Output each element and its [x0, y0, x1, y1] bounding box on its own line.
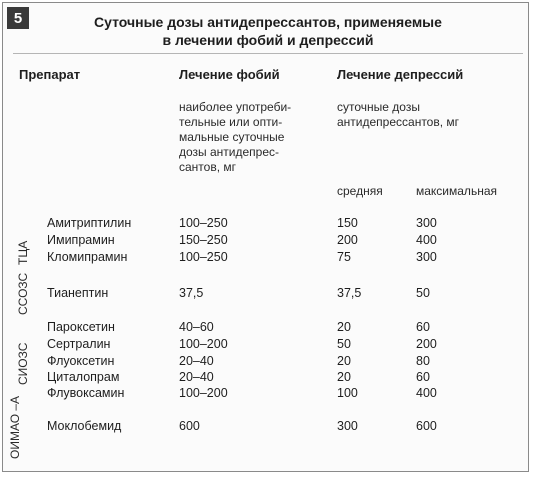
group-label-siozs: СИОЗС [16, 342, 30, 385]
desc-line: сантов, мг [179, 160, 237, 174]
drug-name: Флуоксетин [47, 354, 115, 368]
average-dose: 20 [337, 354, 351, 368]
drug-name: Кломипрамин [47, 250, 128, 264]
maximum-dose: 400 [416, 233, 437, 247]
column-header-drug: Препарат [19, 67, 81, 82]
drug-name: Тианептин [47, 286, 109, 300]
drug-name: Сертралин [47, 337, 111, 351]
subheader-maximum: максимальная [416, 184, 497, 198]
average-dose: 200 [337, 233, 358, 247]
phobia-dose: 100–250 [179, 250, 228, 264]
phobia-dose: 40–60 [179, 320, 214, 334]
desc-line: мальные суточные [179, 130, 285, 144]
maximum-dose: 200 [416, 337, 437, 351]
average-dose: 100 [337, 386, 358, 400]
column-header-depression: Лечение депрессий [337, 67, 464, 82]
table-number-badge: 5 [7, 7, 29, 29]
title-line-2: в лечении фобий и депрессий [162, 32, 374, 48]
phobia-dose: 150–250 [179, 233, 228, 247]
desc-line: тельные или опти- [179, 115, 283, 129]
title-line-1: Суточные дозы антидепрессантов, применяемые [94, 14, 442, 30]
average-dose: 20 [337, 370, 351, 384]
subheader-average: средняя [337, 184, 383, 198]
maximum-dose: 300 [416, 216, 437, 230]
phobia-dose: 20–40 [179, 354, 214, 368]
phobia-dose: 100–200 [179, 386, 228, 400]
maximum-dose: 300 [416, 250, 437, 264]
drug-name: Пароксетин [47, 320, 115, 334]
maximum-dose: 60 [416, 370, 430, 384]
drug-name: Циталопрам [47, 370, 120, 384]
maximum-dose: 80 [416, 354, 430, 368]
group-label-tca: ТЦА [16, 240, 30, 265]
table-title [63, 13, 473, 49]
phobia-dose: 37,5 [179, 286, 204, 300]
maximum-dose: 60 [416, 320, 430, 334]
phobia-dose: 100–200 [179, 337, 228, 351]
phobia-dose: 20–40 [179, 370, 214, 384]
group-label-ssozs: ССОЗС [16, 272, 30, 315]
drug-name: Моклобемид [47, 419, 122, 433]
depression-dose-description [337, 100, 459, 130]
drug-name: Флувоксамин [47, 386, 125, 400]
table-frame [2, 2, 529, 472]
column-header-phobia: Лечение фобий [179, 67, 280, 82]
maximum-dose: 600 [416, 419, 437, 433]
phobia-dose-description [179, 100, 291, 175]
average-dose: 300 [337, 419, 358, 433]
phobia-dose: 600 [179, 419, 200, 433]
header-divider [13, 53, 523, 54]
average-dose: 20 [337, 320, 351, 334]
drug-name: Амитриптилин [47, 216, 132, 230]
maximum-dose: 400 [416, 386, 437, 400]
drug-name: Имипрамин [47, 233, 115, 247]
average-dose: 150 [337, 216, 358, 230]
average-dose: 75 [337, 250, 351, 264]
group-label-oimao: ОИМАО –А [8, 395, 22, 459]
average-dose: 50 [337, 337, 351, 351]
desc-line: суточные дозы [337, 100, 420, 114]
desc-line: наиболее употреби- [179, 100, 292, 114]
maximum-dose: 50 [416, 286, 430, 300]
desc-line: антидепрессантов, мг [337, 115, 460, 129]
average-dose: 37,5 [337, 286, 362, 300]
phobia-dose: 100–250 [179, 216, 228, 230]
desc-line: дозы антидепрес- [179, 145, 280, 159]
